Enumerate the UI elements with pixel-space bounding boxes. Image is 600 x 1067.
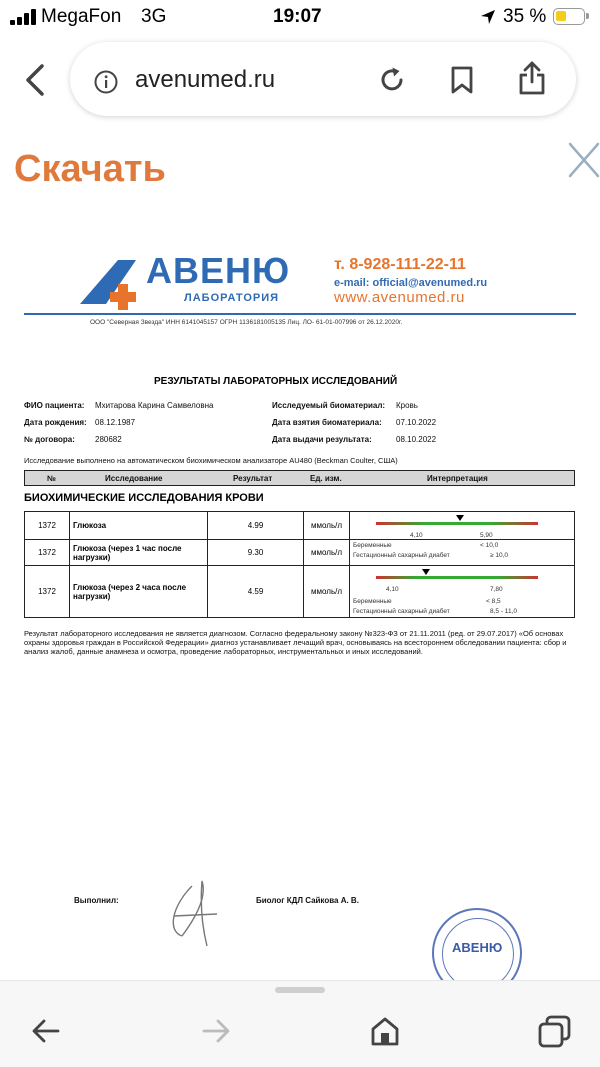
- preg-value: < 10,0: [480, 542, 499, 549]
- section-title: БИОХИМИЧЕСКИЕ ИССЛЕДОВАНИЯ КРОВИ: [24, 492, 264, 504]
- fio-label: ФИО пациента:: [24, 401, 85, 410]
- bottom-toolbar: [0, 980, 600, 1067]
- close-icon[interactable]: [566, 140, 600, 184]
- col-result: Результат: [233, 474, 273, 483]
- col-test: Исследование: [105, 474, 163, 483]
- material-label: Исследуемый биоматериал:: [272, 401, 386, 410]
- license-line: ООО "Северная Звезда" ИНН 6141045157 ОГРН 1136181005135 Лиц. ЛО- 61-01-007996 от 26.12.2020г.: [90, 319, 403, 326]
- contact-email: e-mail: official@avenumed.ru: [334, 277, 488, 289]
- row-unit: ммоль/л: [304, 566, 350, 618]
- location-arrow-icon: [480, 9, 496, 25]
- tabs-icon[interactable]: [537, 1014, 573, 1048]
- row-test: Глюкоза: [70, 512, 208, 540]
- row-result: 4.99: [208, 512, 304, 540]
- gdm-label: Гестационный сахарный диабет: [353, 552, 450, 559]
- table-header: [24, 470, 575, 486]
- gdm-value: ≥ 10,0: [490, 552, 509, 559]
- table-row: [25, 512, 575, 540]
- analyzer-note: Исследование выполнено на автоматическом биохимическом анализаторе AU480 (Beckman Coulter, США): [24, 456, 398, 465]
- forward-arrow-icon[interactable]: [200, 1016, 232, 1046]
- scale-high: 7,80: [490, 586, 503, 593]
- col-interp: Интерпретация: [427, 474, 488, 483]
- scale-high: 5,90: [480, 532, 493, 539]
- home-icon[interactable]: [368, 1014, 402, 1048]
- lab-report-document: [0, 220, 600, 990]
- table-row: [25, 566, 575, 618]
- row-unit: ммоль/л: [304, 512, 350, 540]
- logo-name: АВЕНЮ: [146, 250, 291, 291]
- reference-scale-bar: [376, 567, 596, 587]
- issued-value: 08.10.2022: [396, 435, 437, 444]
- header-divider: [24, 313, 576, 315]
- back-arrow-icon[interactable]: [30, 1016, 62, 1046]
- clock: 19:07: [273, 6, 322, 27]
- issued-label: Дата выдачи результата:: [272, 435, 372, 444]
- disclaimer: Результат лабораторного исследования не является диагнозом. Согласно федеральному закону №323-ФЗ от 21.11.2011 (ред. от 29.07.2017) «Об основах охраны здоровья граждан в Российской Федерации» диагноз устанавливает лечащий врач, основываясь на всестороннем обследовании пациента: сбор и анализ жалоб, данные анамнеза и осмотра, проведение лабораторных, инструментальных и иных исследований.: [24, 629, 567, 656]
- results-table: [24, 511, 575, 618]
- carrier-name: MegaFon: [41, 6, 122, 27]
- fio-value: Мхитарова Карина Самвеловна: [95, 401, 214, 410]
- row-result: 4.59: [208, 566, 304, 618]
- dob-label: Дата рождения:: [24, 418, 87, 427]
- contact-phone: т. 8-928-111-22-11: [334, 256, 466, 273]
- download-link[interactable]: Скачать: [14, 148, 166, 190]
- cellular-signal-icon: [10, 9, 40, 25]
- reload-icon[interactable]: [377, 65, 407, 95]
- col-unit: Ед. изм.: [310, 474, 342, 483]
- row-num: 1372: [25, 512, 70, 540]
- battery-percent: 35 %: [503, 6, 547, 27]
- bookmark-icon[interactable]: [449, 65, 475, 95]
- preg-label: Беременные: [353, 598, 392, 605]
- status-bar: [0, 0, 600, 36]
- performer-name: Биолог КДЛ Сайкова А. В.: [256, 896, 359, 905]
- contract-label: № договора:: [24, 435, 75, 444]
- taken-value: 07.10.2022: [396, 418, 437, 427]
- logo-subtitle: ЛАБОРАТОРИЯ: [184, 292, 280, 304]
- back-icon[interactable]: [22, 63, 48, 97]
- network-type: 3G: [141, 6, 167, 27]
- row-num: 1372: [25, 566, 70, 618]
- performed-label: Выполнил:: [74, 896, 119, 905]
- row-result: 9.30: [208, 540, 304, 566]
- battery-icon: [553, 8, 585, 25]
- preg-value: < 8,5: [486, 598, 501, 605]
- scale-low: 4,10: [410, 532, 423, 539]
- row-test: Глюкоза (через 1 час после нагрузки): [70, 540, 208, 566]
- sheet-handle[interactable]: [275, 987, 325, 993]
- contact-site: www.avenumed.ru: [334, 289, 465, 306]
- taken-label: Дата взятия биоматериала:: [272, 418, 382, 427]
- share-icon[interactable]: [517, 60, 547, 96]
- row-unit: ммоль/л: [304, 540, 350, 566]
- signature: [162, 876, 222, 956]
- material-value: Кровь: [396, 401, 418, 410]
- row-test: Глюкоза (через 2 часа после нагрузки): [70, 566, 208, 618]
- table-row: [25, 540, 575, 566]
- reference-scale-bar: [376, 513, 596, 533]
- stamp-text: АВЕНЮ: [452, 940, 503, 955]
- report-title: РЕЗУЛЬТАТЫ ЛАБОРАТОРНЫХ ИССЛЕДОВАНИЙ: [154, 376, 398, 387]
- col-num: №: [47, 474, 56, 483]
- preg-label: Беременные: [353, 542, 392, 549]
- dob-value: 08.12.1987: [95, 418, 136, 427]
- contract-value: 280682: [95, 435, 122, 444]
- scale-low: 4,10: [386, 586, 399, 593]
- gdm-label: Гестационный сахарный диабет: [353, 608, 450, 615]
- gdm-value: 8,5 - 11,0: [490, 608, 517, 615]
- info-icon[interactable]: [93, 69, 119, 95]
- url-text[interactable]: avenumed.ru: [135, 66, 276, 93]
- row-num: 1372: [25, 540, 70, 566]
